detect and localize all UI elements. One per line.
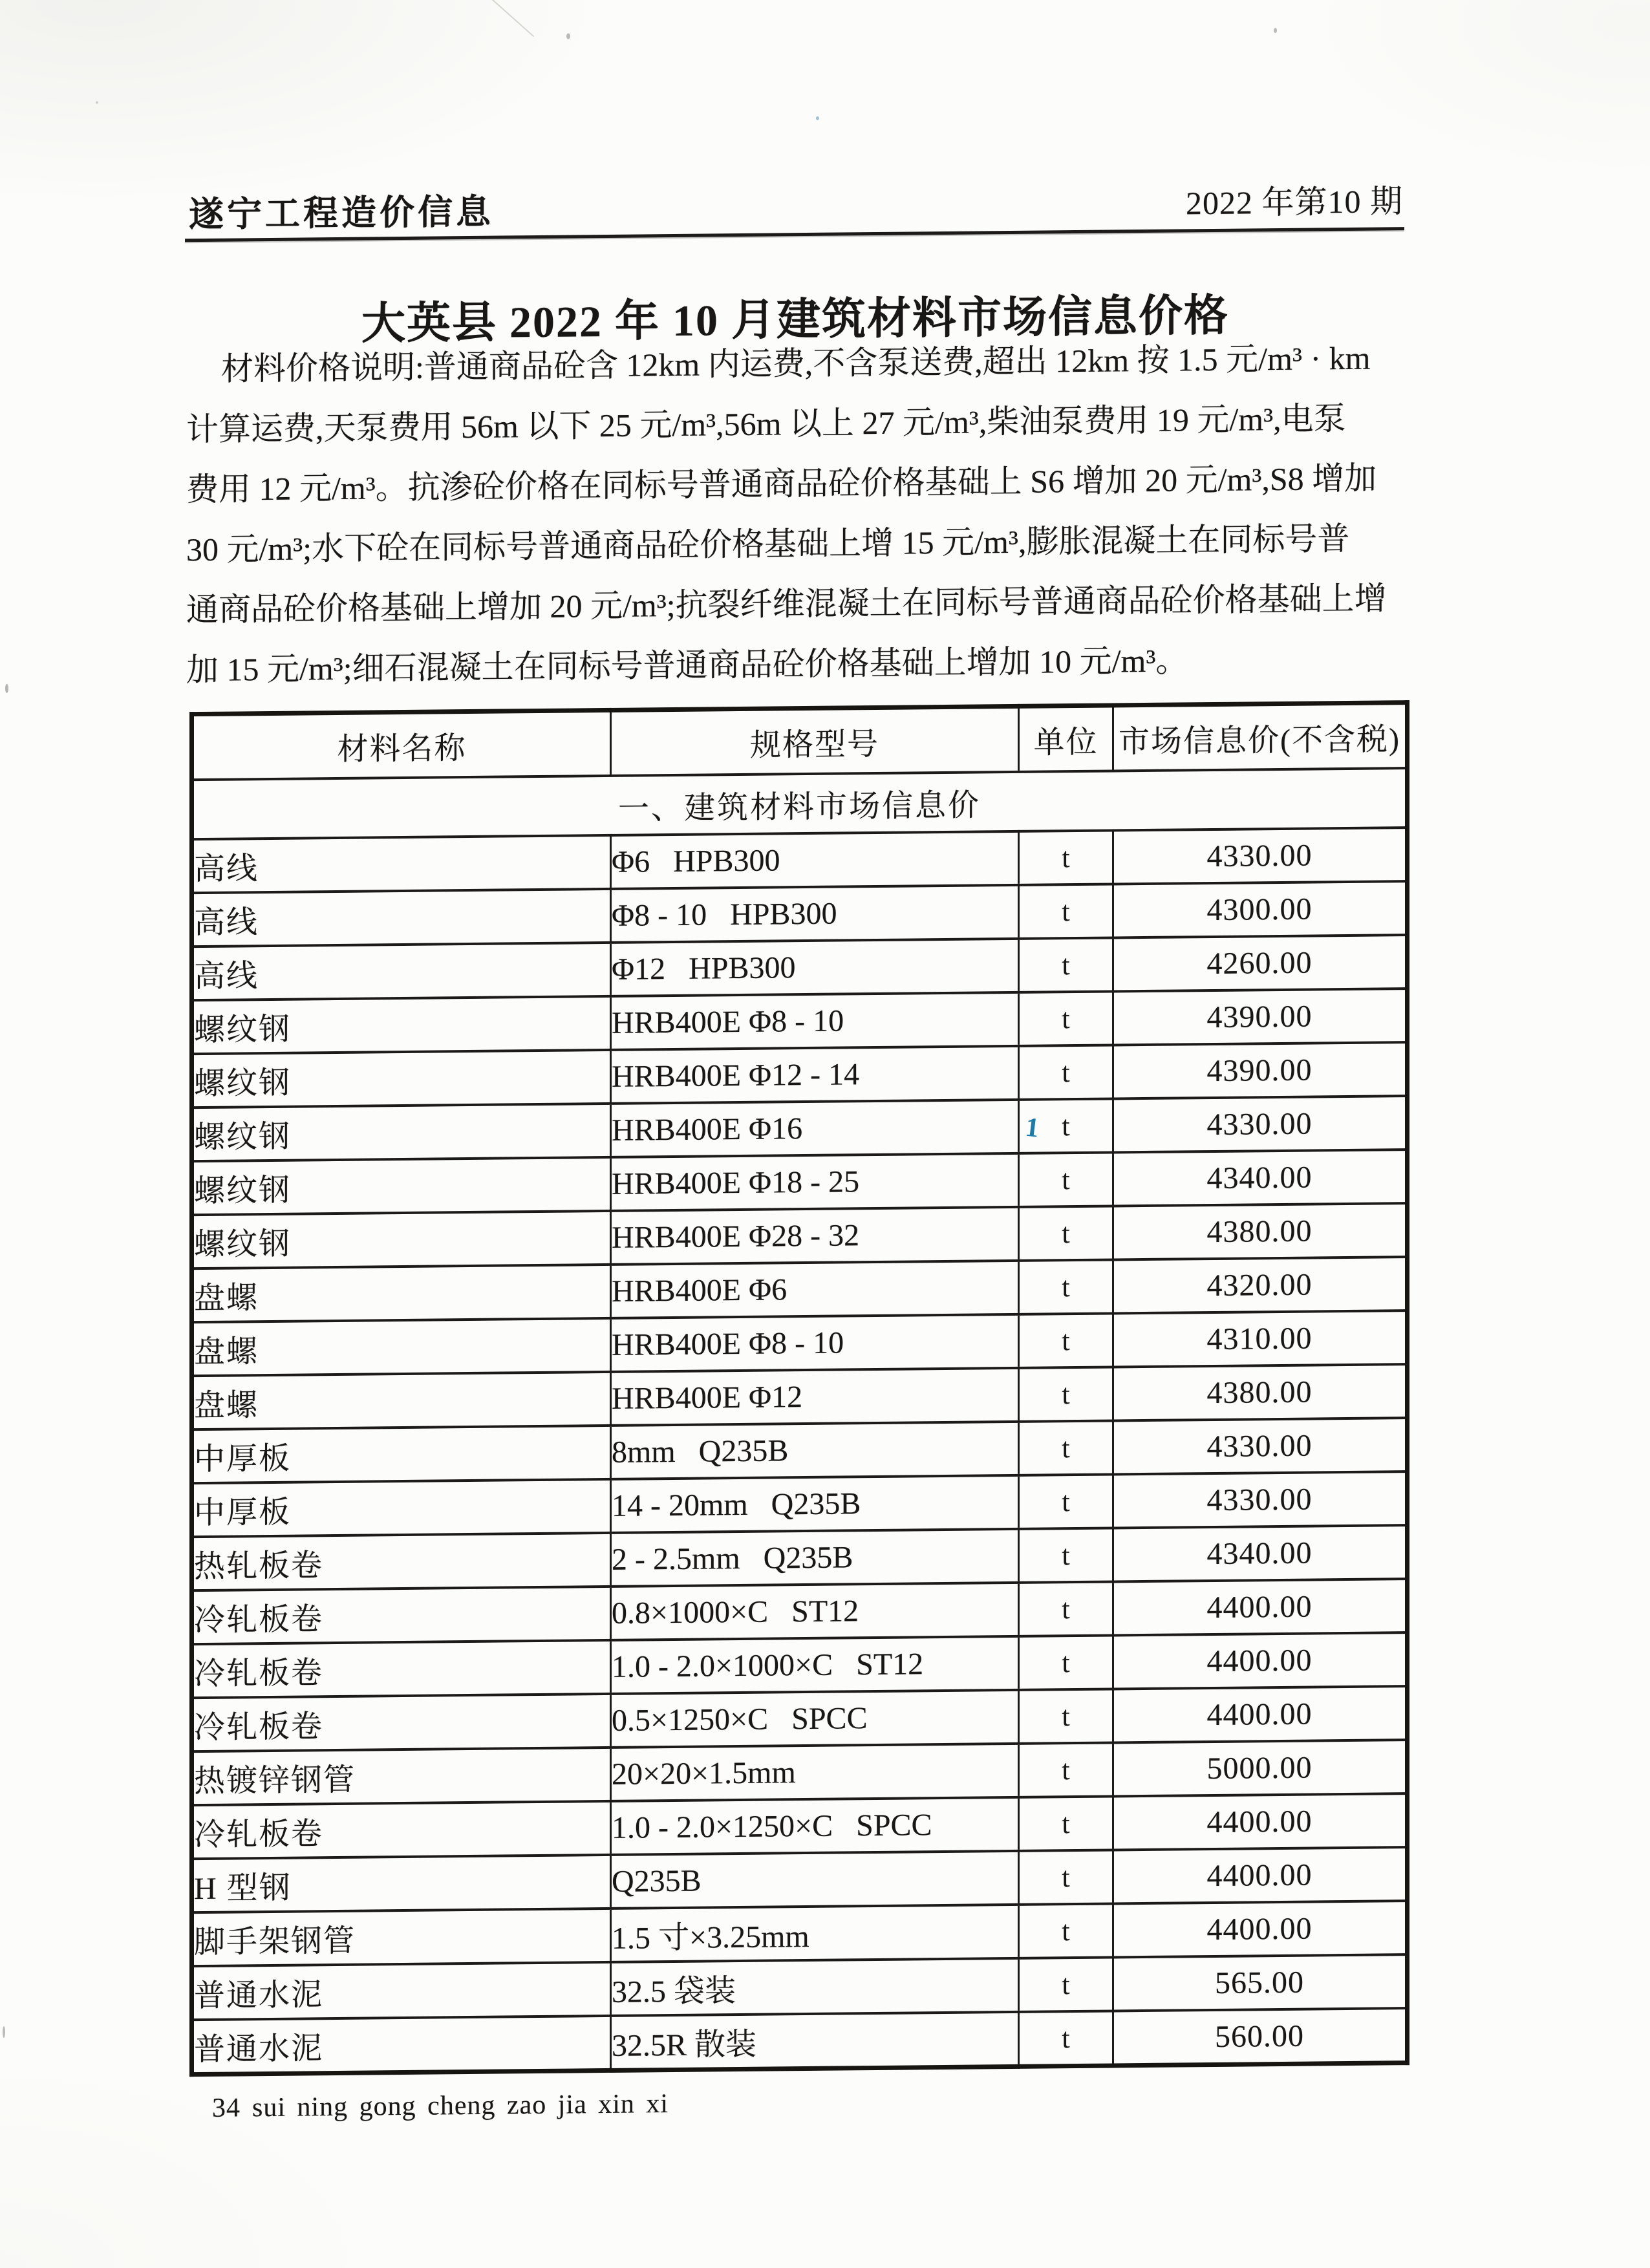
cell-market-price: 560.00: [1113, 2008, 1408, 2066]
section-title: 一、建筑材料市场信息价: [192, 768, 1408, 839]
section-header-row: [192, 768, 1408, 839]
cell-unit: t: [1019, 1045, 1113, 1099]
cell-unit: t: [1019, 1098, 1113, 1153]
cell-spec-model: 1.0 - 2.0×1000×C ST12: [611, 1636, 1019, 1694]
scan-speck: [96, 102, 98, 104]
note-line: 加 15 元/m³;细石混凝土在同标号普通商品砼价格基础上增加 10 元/m³。: [186, 642, 1188, 689]
cell-unit: t: [1019, 1367, 1113, 1421]
cell-unit: t: [1019, 1152, 1113, 1206]
cell-unit: t: [1019, 1850, 1113, 1904]
cell-market-price: 4330.00: [1113, 1096, 1408, 1152]
cell-unit: t: [1019, 1259, 1113, 1314]
cell-material-name: 脚手架钢管: [192, 1909, 611, 1966]
cell-spec-model: HRB400E Φ8 - 10: [611, 992, 1019, 1050]
cell-spec-model: HRB400E Φ6: [611, 1261, 1019, 1318]
cell-market-price: 4390.00: [1113, 989, 1408, 1045]
scan-speck: [3, 2026, 5, 2038]
journal-name: 遂宁工程造价信息: [189, 192, 494, 235]
cell-material-name: 普通水泥: [192, 2016, 611, 2075]
cell-market-price: 4400.00: [1113, 1901, 1408, 1957]
cell-material-name: 螺纹钢: [192, 996, 611, 1054]
scan-speck: [1274, 28, 1277, 33]
cell-unit: t: [1019, 1474, 1113, 1528]
cell-unit: t: [1019, 1903, 1113, 1958]
cell-market-price: 4330.00: [1113, 1418, 1408, 1474]
scanner-edge-artifact: [480, 0, 535, 37]
cell-unit: t: [1019, 1313, 1113, 1367]
cell-spec-model: 20×20×1.5mm: [611, 1744, 1019, 1801]
cell-spec-model: HRB400E Φ8 - 10: [611, 1314, 1019, 1372]
note-line: 计算运费,天泵费用 56m 以下 25 元/m³,56m 以上 27 元/m³,柴油泵费用 19 元/m³,电泵: [186, 400, 1346, 448]
cell-unit: t: [1019, 1957, 1113, 2011]
cell-market-price: 565.00: [1113, 1954, 1408, 2011]
cell-market-price: 4380.00: [1113, 1364, 1408, 1420]
cell-material-name: 冷轧板卷: [192, 1801, 611, 1859]
pen-annotation: 1: [1023, 1112, 1041, 1144]
cell-unit: t: [1019, 2011, 1113, 2066]
cell-material-name: 盘螺: [192, 1318, 611, 1376]
cell-spec-model: Φ6 HPB300: [611, 831, 1019, 889]
cell-spec-model: 14 - 20mm Q235B: [611, 1475, 1019, 1533]
cell-market-price: 4400.00: [1113, 1847, 1408, 1903]
cell-unit: t: [1019, 1581, 1113, 1636]
cell-material-name: 盘螺: [192, 1372, 611, 1429]
cell-unit: t: [1019, 830, 1113, 884]
cell-material-name: 热轧板卷: [192, 1533, 611, 1590]
running-header: [189, 175, 1403, 237]
table-row: [192, 2008, 1408, 2075]
cell-spec-model: HRB400E Φ28 - 32: [611, 1207, 1019, 1265]
scan-speck: [786, 354, 789, 358]
note-line: 通商品砼价格基础上增加 20 元/m³;抗裂纤维混凝土在同标号普通商品砼价格基础上增: [186, 580, 1387, 628]
cell-material-name: 高线: [192, 943, 611, 1000]
cell-spec-model: HRB400E Φ16: [611, 1100, 1019, 1157]
cell-market-price: 4330.00: [1113, 1471, 1408, 1528]
cell-spec-model: 2 - 2.5mm Q235B: [611, 1529, 1019, 1587]
document-title: 大英县 2022 年 10 月建筑材料市场信息价格: [361, 290, 1229, 348]
cell-material-name: 盘螺: [192, 1265, 611, 1322]
page-footer: [212, 2088, 669, 2124]
cell-market-price: 4390.00: [1113, 1042, 1408, 1098]
cell-material-name: 热镀锌钢管: [192, 1748, 611, 1805]
cell-market-price: 4260.00: [1113, 935, 1408, 991]
cell-spec-model: 32.5R 散装: [611, 2012, 1019, 2071]
page-number: 34: [212, 2093, 241, 2123]
cell-unit: t: [1019, 991, 1113, 1045]
cell-spec-model: Φ8 - 10 HPB300: [611, 885, 1019, 943]
cell-material-name: 普通水泥: [192, 1962, 611, 2020]
cell-unit: t: [1019, 1528, 1113, 1582]
cell-market-price: 4400.00: [1113, 1686, 1408, 1742]
cell-market-price: 4310.00: [1113, 1311, 1408, 1367]
price-notes: [186, 328, 1447, 701]
cell-unit: t: [1019, 937, 1113, 992]
cell-material-name: 中厚板: [192, 1426, 611, 1483]
cell-unit: t: [1019, 1742, 1113, 1797]
cell-unit: t: [1019, 1689, 1113, 1743]
cell-spec-model: 0.8×1000×C ST12: [611, 1583, 1019, 1640]
cell-material-name: 螺纹钢: [192, 1104, 611, 1161]
issue-label: 2022 年第10 期: [1186, 183, 1403, 222]
cell-unit: t: [1019, 1635, 1113, 1689]
cell-market-price: 4330.00: [1113, 828, 1408, 884]
cell-material-name: 冷轧板卷: [192, 1587, 611, 1644]
cell-spec-model: Q235B: [611, 1851, 1019, 1909]
cell-material-name: 高线: [192, 889, 611, 947]
scan-speck: [566, 34, 570, 39]
col-header-market-price: 市场信息价(不含税): [1113, 703, 1408, 771]
cell-material-name: 高线: [192, 835, 611, 893]
cell-material-name: H 型钢: [192, 1855, 611, 1912]
scan-speck: [5, 684, 8, 693]
table-body: [192, 768, 1408, 2075]
cell-market-price: 4300.00: [1113, 881, 1408, 937]
cell-material-name: 冷轧板卷: [192, 1640, 611, 1698]
cell-spec-model: 0.5×1250×C SPCC: [611, 1690, 1019, 1748]
cell-material-name: 螺纹钢: [192, 1050, 611, 1107]
cell-unit: t: [1019, 1796, 1113, 1850]
cell-market-price: 5000.00: [1113, 1740, 1408, 1796]
col-header-unit: 单位: [1019, 705, 1113, 772]
footer-pinyin: sui ning gong cheng zao jia xin xi: [252, 2089, 669, 2123]
materials-price-table: [189, 700, 1409, 2077]
cell-unit: t: [1019, 884, 1113, 938]
cell-unit: t: [1019, 1206, 1113, 1260]
cell-spec-model: HRB400E Φ18 - 25: [611, 1153, 1019, 1211]
cell-market-price: 4400.00: [1113, 1579, 1408, 1635]
cell-market-price: 4380.00: [1113, 1203, 1408, 1259]
note-line: 材料价格说明:普通商品砼含 12km 内运费,不含泵送费,超出 12km 按 1.5 元/m³ · km: [221, 339, 1371, 387]
cell-spec-model: 32.5 袋装: [611, 1958, 1019, 2016]
table-header-row: [192, 703, 1408, 780]
note-line: 费用 12 元/m³。抗渗砼价格在同标号普通商品砼价格基础上 S6 增加 20 元/m³,S8 增加: [186, 460, 1377, 508]
col-header-material-name: 材料名称: [192, 710, 611, 780]
cell-market-price: 4320.00: [1113, 1257, 1408, 1313]
cell-market-price: 4340.00: [1113, 1150, 1408, 1206]
cell-material-name: 螺纹钢: [192, 1211, 611, 1268]
cell-material-name: 冷轧板卷: [192, 1694, 611, 1751]
scan-speck: [816, 116, 819, 120]
cell-spec-model: HRB400E Φ12 - 14: [611, 1046, 1019, 1104]
cell-market-price: 4400.00: [1113, 1632, 1408, 1689]
note-line: 30 元/m³;水下砼在同标号普通商品砼价格基础上增 15 元/m³,膨胀混凝土在同标号普: [186, 520, 1350, 568]
cell-material-name: 螺纹钢: [192, 1157, 611, 1215]
cell-spec-model: Φ12 HPB300: [611, 939, 1019, 996]
cell-market-price: 4340.00: [1113, 1525, 1408, 1581]
cell-market-price: 4400.00: [1113, 1793, 1408, 1850]
cell-spec-model: HRB400E Φ12: [611, 1368, 1019, 1426]
cell-material-name: 中厚板: [192, 1479, 611, 1537]
cell-spec-model: 8mm Q235B: [611, 1422, 1019, 1479]
cell-unit: t: [1019, 1420, 1113, 1475]
col-header-spec-model: 规格型号: [611, 706, 1019, 776]
cell-spec-model: 1.0 - 2.0×1250×C SPCC: [611, 1797, 1019, 1855]
cell-spec-model: 1.5 寸×3.25mm: [611, 1905, 1019, 1962]
